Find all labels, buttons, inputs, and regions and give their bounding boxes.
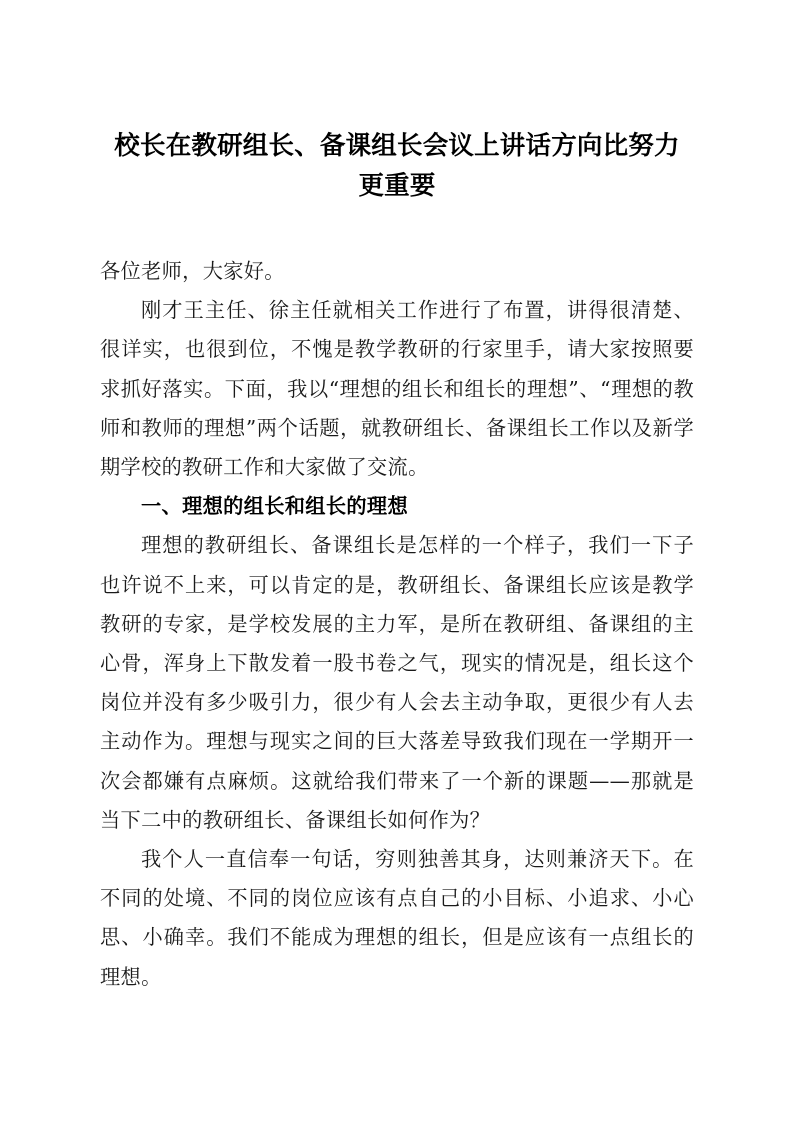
paragraph-list [100,252,694,997]
document-body [100,126,694,997]
paragraph-intro: 刚才王主任、徐主任就相关工作进行了布置，讲得很清楚、很详实，也很到位，不愧是教学教研的行家里手，请大家按照要求抓好落实。下面，我以“理想的组长和组长的理想”、“理想的教师和教师的理想”两个话题，就教研组长、备课组长工作以及新学期学校的教研工作和大家做了交流。 [100,298,694,480]
paragraph-greeting: 各位老师，大家好。 [100,259,285,283]
paragraph-ideal-leader: 理想的教研组长、备课组长是怎样的一个样子，我们一下子也许说不上来，可以肯定的是，教研组长、备课组长应该是教学教研的专家，是学校发展的主力军，是所在教研组、备课组的主心骨，浑身上下散发着一股书卷之气，现实的情况是，组长这个岗位并没有多少吸引力，很少有人会去主动争取，更很少有人去主动作为。理想与现实之间的巨大落差导致我们现在一学期开一次会都嫌有点麻烦。这就给我们带来了一个新的课题——那就是当下二中的教研组长、备课组长如何作为？ [100,533,694,832]
paragraph-personal-belief: 我个人一直信奉一句话，穷则独善其身，达则兼济天下。在不同的处境、不同的岗位应该有点自己的小目标、小追求、小心思、小确幸。我们不能成为理想的组长，但是应该有一点组长的理想。 [100,847,694,989]
section-heading-1: 一、理想的组长和组长的理想 [141,494,408,519]
page-title: 校长在教研组长、备课组长会议上讲话方向比努力更重要 [114,131,680,201]
